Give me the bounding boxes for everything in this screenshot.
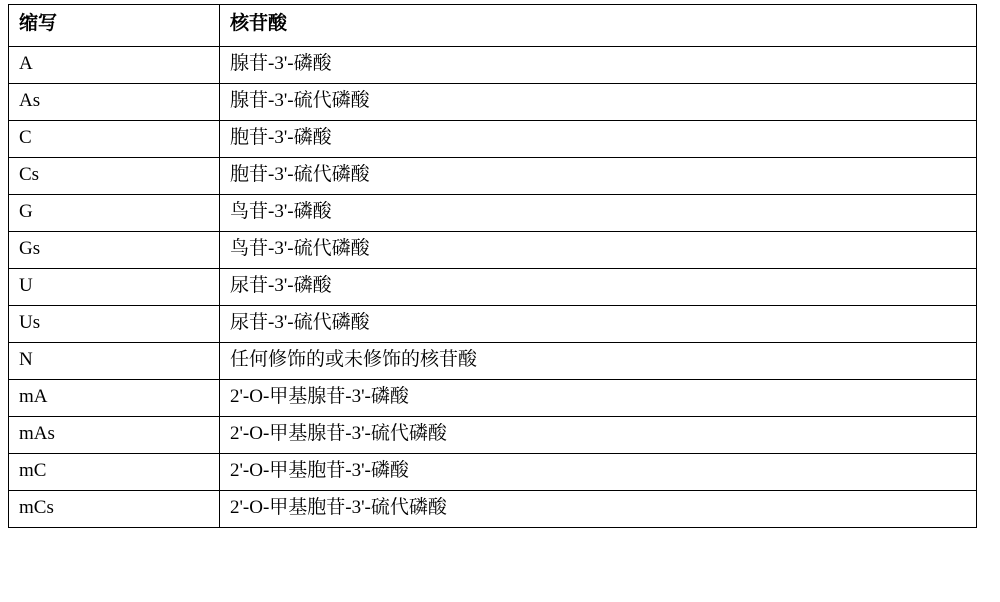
cell-abbreviation: Us (9, 306, 220, 343)
table-row (9, 47, 977, 84)
cell-abbreviation: N (9, 343, 220, 380)
cell-abbreviation: U (9, 269, 220, 306)
cell-nucleotide: 腺苷-3'-磷酸 (220, 47, 977, 84)
table-row (9, 121, 977, 158)
cell-abbreviation: As (9, 84, 220, 121)
cell-nucleotide: 2'-O-甲基腺苷-3'-硫代磷酸 (220, 417, 977, 454)
cell-abbreviation: Gs (9, 232, 220, 269)
cell-nucleotide: 胞苷-3'-磷酸 (220, 121, 977, 158)
cell-nucleotide: 尿苷-3'-硫代磷酸 (220, 306, 977, 343)
column-header-nucleotide: 核苷酸 (220, 5, 977, 47)
table-row (9, 417, 977, 454)
cell-nucleotide: 胞苷-3'-硫代磷酸 (220, 158, 977, 195)
cell-abbreviation: G (9, 195, 220, 232)
cell-abbreviation: mAs (9, 417, 220, 454)
table-row (9, 343, 977, 380)
table-row (9, 158, 977, 195)
cell-abbreviation: C (9, 121, 220, 158)
cell-nucleotide: 尿苷-3'-磷酸 (220, 269, 977, 306)
cell-abbreviation: mA (9, 380, 220, 417)
table-row (9, 454, 977, 491)
cell-nucleotide: 2'-O-甲基腺苷-3'-磷酸 (220, 380, 977, 417)
column-header-abbreviation: 缩写 (9, 5, 220, 47)
cell-nucleotide: 2'-O-甲基胞苷-3'-磷酸 (220, 454, 977, 491)
cell-abbreviation: mC (9, 454, 220, 491)
table-row (9, 232, 977, 269)
cell-nucleotide: 2'-O-甲基胞苷-3'-硫代磷酸 (220, 491, 977, 528)
abbreviation-table (8, 4, 977, 528)
table-body (9, 47, 977, 528)
table-row (9, 306, 977, 343)
cell-nucleotide: 鸟苷-3'-磷酸 (220, 195, 977, 232)
table-header-row (9, 5, 977, 47)
table-row (9, 84, 977, 121)
table-row (9, 380, 977, 417)
table-row (9, 269, 977, 306)
cell-nucleotide: 腺苷-3'-硫代磷酸 (220, 84, 977, 121)
table-row (9, 195, 977, 232)
document-page (0, 4, 1000, 602)
cell-abbreviation: mCs (9, 491, 220, 528)
cell-nucleotide: 鸟苷-3'-硫代磷酸 (220, 232, 977, 269)
cell-abbreviation: A (9, 47, 220, 84)
table-row (9, 491, 977, 528)
table-header (9, 5, 977, 47)
cell-abbreviation: Cs (9, 158, 220, 195)
cell-nucleotide: 任何修饰的或未修饰的核苷酸 (220, 343, 977, 380)
